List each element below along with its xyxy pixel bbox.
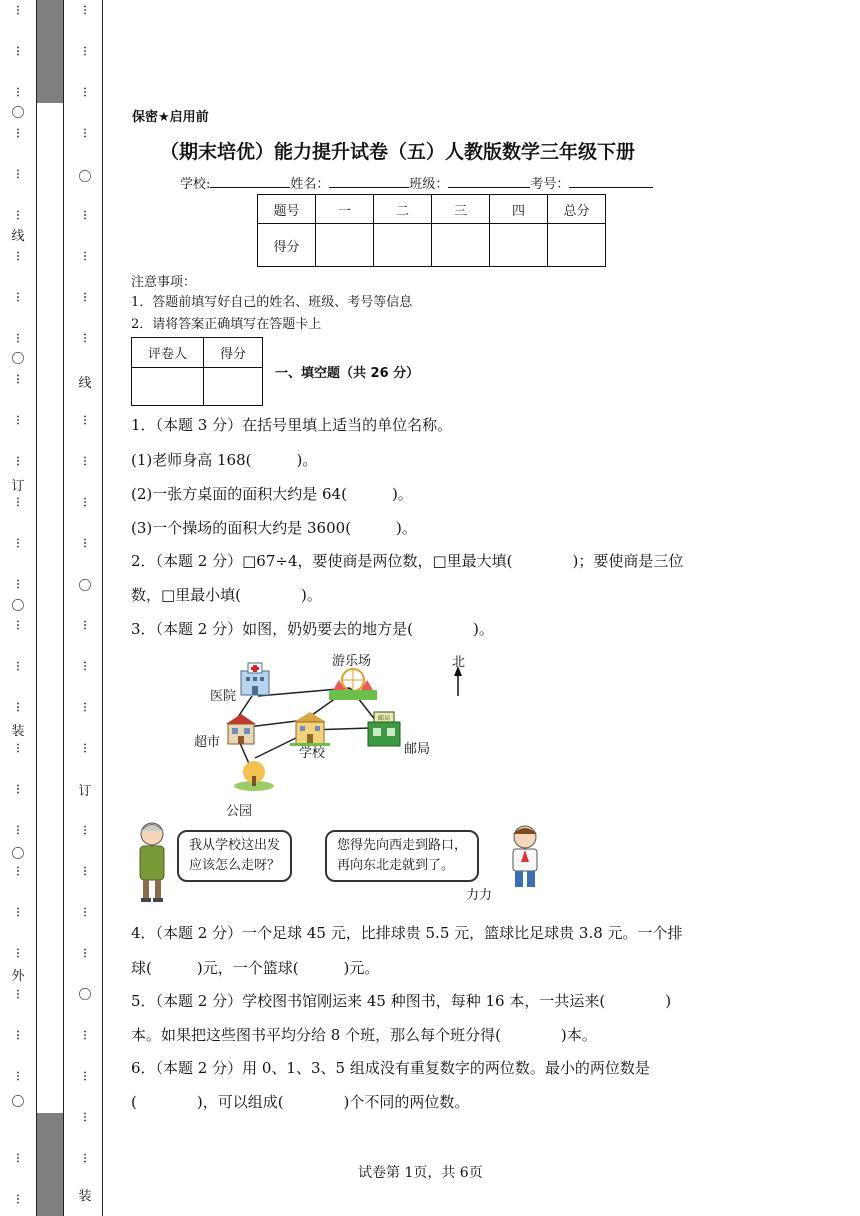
binding-dots: ⋮	[80, 702, 90, 713]
binding-dots: ⋮	[13, 989, 23, 1000]
binding-label: 装	[78, 1189, 92, 1204]
school-icon	[290, 710, 330, 746]
binding-label: 〇	[11, 106, 25, 121]
binding-dots: ⋮	[80, 743, 90, 754]
grandma-speech-line: 应该怎么走呀？	[189, 858, 281, 873]
binding-dots: ⋮	[80, 907, 90, 918]
notes-title: 注意事项：	[131, 275, 197, 290]
score-header: 一	[316, 195, 374, 224]
binding-dots: ⋮	[13, 907, 23, 918]
binding-inner-strip	[64, 0, 102, 1216]
question-5-line-1: 5．（本题 2 分）学校图书馆刚运来 45 种图书，每种 16 本，一共运来( )	[131, 992, 672, 1010]
binding-label: 〇	[11, 352, 25, 367]
lili-name-label: 力力	[466, 888, 493, 903]
label-school: 学校	[299, 746, 326, 761]
grandma-speech-line: 我从学校这出发	[189, 838, 281, 853]
binding-dots: ⋮	[13, 948, 23, 959]
hospital-icon	[238, 661, 272, 697]
binding-dots: ⋮	[80, 456, 90, 467]
binding-dots: ⋮	[13, 333, 23, 344]
binding-label: 线	[11, 229, 25, 244]
binding-dots: ⋮	[80, 333, 90, 344]
page-footer: 试卷第 1页，共 6页	[358, 1165, 483, 1181]
binding-dots: ⋮	[13, 169, 23, 180]
confidential-label: 保密★启用前	[132, 110, 209, 125]
score-cell[interactable]	[432, 224, 490, 267]
route-map	[190, 648, 480, 818]
binding-label: 订	[78, 784, 92, 799]
binding-dots: ⋮	[13, 497, 23, 508]
binding-dots: ⋮	[13, 579, 23, 590]
binding-dots: ⋮	[80, 948, 90, 959]
binding-dots: ⋮	[13, 210, 23, 221]
binding-label: 〇	[78, 170, 92, 185]
lili-speech-line: 您得先向西走到路口，	[337, 838, 468, 853]
student-info-line	[180, 173, 653, 192]
binding-dots: ⋮	[13, 374, 23, 385]
supermarket-icon	[224, 712, 258, 746]
score-row-label: 得分	[258, 224, 316, 267]
binding-dots: ⋮	[80, 415, 90, 426]
post-office-sign: 邮局	[377, 715, 391, 722]
binding-label: 外	[11, 969, 25, 984]
score-header: 总分	[548, 195, 606, 224]
binding-dots: ⋮	[13, 825, 23, 836]
school-blank[interactable]	[210, 175, 290, 188]
binding-label: 〇	[11, 847, 25, 862]
binding-label: 〇	[78, 579, 92, 594]
binding-dots: ⋮	[80, 87, 90, 98]
binding-dots: ⋮	[80, 5, 90, 16]
score-header: 三	[432, 195, 490, 224]
name-blank[interactable]	[329, 175, 409, 188]
gray-block-bottom	[36, 1113, 63, 1216]
binding-dots: ⋮	[13, 251, 23, 262]
binding-label: 〇	[11, 599, 25, 614]
binding-label: 〇	[11, 1095, 25, 1110]
binding-label: 线	[78, 376, 92, 391]
binding-dots: ⋮	[80, 497, 90, 508]
grader-reviewer-cell[interactable]	[132, 368, 204, 406]
binding-dots: ⋮	[80, 866, 90, 877]
binding-dots: ⋮	[13, 128, 23, 139]
grader-score-label: 得分	[204, 338, 263, 368]
score-cell[interactable]	[548, 224, 606, 267]
binding-dots: ⋮	[80, 128, 90, 139]
score-header: 二	[374, 195, 432, 224]
grandma-icon	[130, 818, 176, 904]
question-6-line-1: 6．（本题 2 分）用 0、1、3、5 组成没有重复数字的两位数。最小的两位数是	[131, 1059, 650, 1077]
question-1-part-1: (1)老师身高 168( )。	[131, 451, 318, 469]
score-table	[257, 194, 606, 267]
label-hospital: 医院	[210, 689, 237, 704]
gray-block-top	[36, 0, 63, 103]
binding-dots: ⋮	[80, 1112, 90, 1123]
binding-outer-strip	[0, 0, 36, 1216]
question-4-line-2: 球( )元，一个篮球( )元。	[131, 959, 380, 977]
binding-dots: ⋮	[13, 1030, 23, 1041]
grader-table	[131, 337, 263, 406]
binding-dots: ⋮	[80, 661, 90, 672]
question-3: 3．（本题 2 分）如图，奶奶要去的地方是( )。	[131, 620, 494, 638]
grader-score-cell[interactable]	[204, 368, 263, 406]
notes-item: 1．答题前填写好自己的姓名、班级、考号等信息	[131, 295, 413, 310]
binding-dots: ⋮	[13, 456, 23, 467]
label-supermarket: 超市	[194, 735, 221, 750]
school-label: 学校:	[180, 177, 211, 192]
binding-dots: ⋮	[80, 210, 90, 221]
binding-dots: ⋮	[13, 87, 23, 98]
binding-dots: ⋮	[80, 46, 90, 57]
question-2-line-1: 2．（本题 2 分）□67÷4，要使商是两位数，□里最大填( )；要使商是三位	[131, 552, 684, 570]
binding-dots: ⋮	[13, 620, 23, 631]
binding-dots: ⋮	[80, 1153, 90, 1164]
question-4-line-1: 4．（本题 2 分）一个足球 45 元，比排球贵 5.5 元，篮球比足球贵 3.8 元。一个排	[131, 924, 683, 942]
binding-dots: ⋮	[80, 538, 90, 549]
label-amusement-park: 游乐场	[332, 654, 372, 669]
question-1-part-3: (3)一个操场的面积大约是 3600( )。	[131, 519, 417, 537]
binding-dots: ⋮	[13, 46, 23, 57]
binding-dots: ⋮	[80, 1071, 90, 1082]
binding-dots: ⋮	[80, 292, 90, 303]
binding-dots: ⋮	[13, 661, 23, 672]
score-header: 题号	[258, 195, 316, 224]
question-1: 1．（本题 3 分）在括号里填上适当的单位名称。	[131, 416, 453, 434]
binding-line-3	[102, 0, 103, 1216]
question-6-line-2: ( )，可以组成( )个不同的两位数。	[131, 1093, 470, 1111]
binding-dots: ⋮	[13, 1071, 23, 1082]
score-cell[interactable]	[374, 224, 432, 267]
lili-speech-line: 再向东北走就到了。	[337, 858, 455, 873]
grader-reviewer-label: 评卷人	[132, 338, 204, 368]
notes-block	[131, 272, 412, 336]
binding-dots: ⋮	[80, 251, 90, 262]
exam-no-label: 考号：	[530, 177, 570, 192]
north-label: 北	[452, 655, 466, 670]
binding-dots: ⋮	[80, 620, 90, 631]
binding-dots: ⋮	[13, 702, 23, 713]
label-park: 公园	[226, 804, 253, 819]
binding-dots: ⋮	[13, 743, 23, 754]
section-heading: 一、填空题（共 26 分）	[275, 366, 420, 381]
binding-label: 装	[11, 724, 25, 739]
lili-speech-bubble	[325, 830, 479, 882]
notes-item: 2．请将答案正确填写在答题卡上	[131, 317, 322, 332]
post-office-icon	[364, 710, 404, 748]
label-post-office: 邮局	[404, 742, 431, 757]
binding-dots: ⋮	[13, 292, 23, 303]
binding-dots: ⋮	[13, 1153, 23, 1164]
binding-label: 订	[11, 479, 25, 494]
name-label: 姓名：	[290, 177, 330, 192]
park-icon	[232, 758, 276, 792]
binding-label: 〇	[78, 988, 92, 1003]
binding-dots: ⋮	[13, 415, 23, 426]
binding-dots: ⋮	[80, 825, 90, 836]
binding-dots: ⋮	[13, 784, 23, 795]
lili-boy-icon	[503, 822, 547, 894]
question-5-line-2: 本。如果把这些图书平均分给 8 个班，那么每个班分得( )本。	[131, 1026, 597, 1044]
class-blank[interactable]	[448, 175, 530, 188]
question-1-part-2: (2)一张方桌面的面积大约是 64( )。	[131, 485, 413, 503]
page-title: （期末培优）能力提升试卷（五）人教版数学三年级下册	[160, 141, 636, 163]
score-cell[interactable]	[490, 224, 548, 267]
binding-dots: ⋮	[13, 5, 23, 16]
score-header: 四	[490, 195, 548, 224]
exam-no-blank[interactable]	[569, 175, 653, 188]
binding-line-1	[36, 0, 37, 1216]
amusement-park-icon	[327, 666, 379, 702]
class-label: 班级：	[409, 177, 449, 192]
binding-dots: ⋮	[80, 1030, 90, 1041]
binding-dots: ⋮	[13, 866, 23, 877]
grandma-speech-bubble	[177, 830, 292, 882]
score-cell[interactable]	[316, 224, 374, 267]
binding-dots: ⋮	[13, 1194, 23, 1205]
binding-gray-band	[36, 0, 63, 1216]
question-2-line-2: 数，□里最小填( )。	[131, 586, 322, 604]
binding-dots: ⋮	[13, 538, 23, 549]
